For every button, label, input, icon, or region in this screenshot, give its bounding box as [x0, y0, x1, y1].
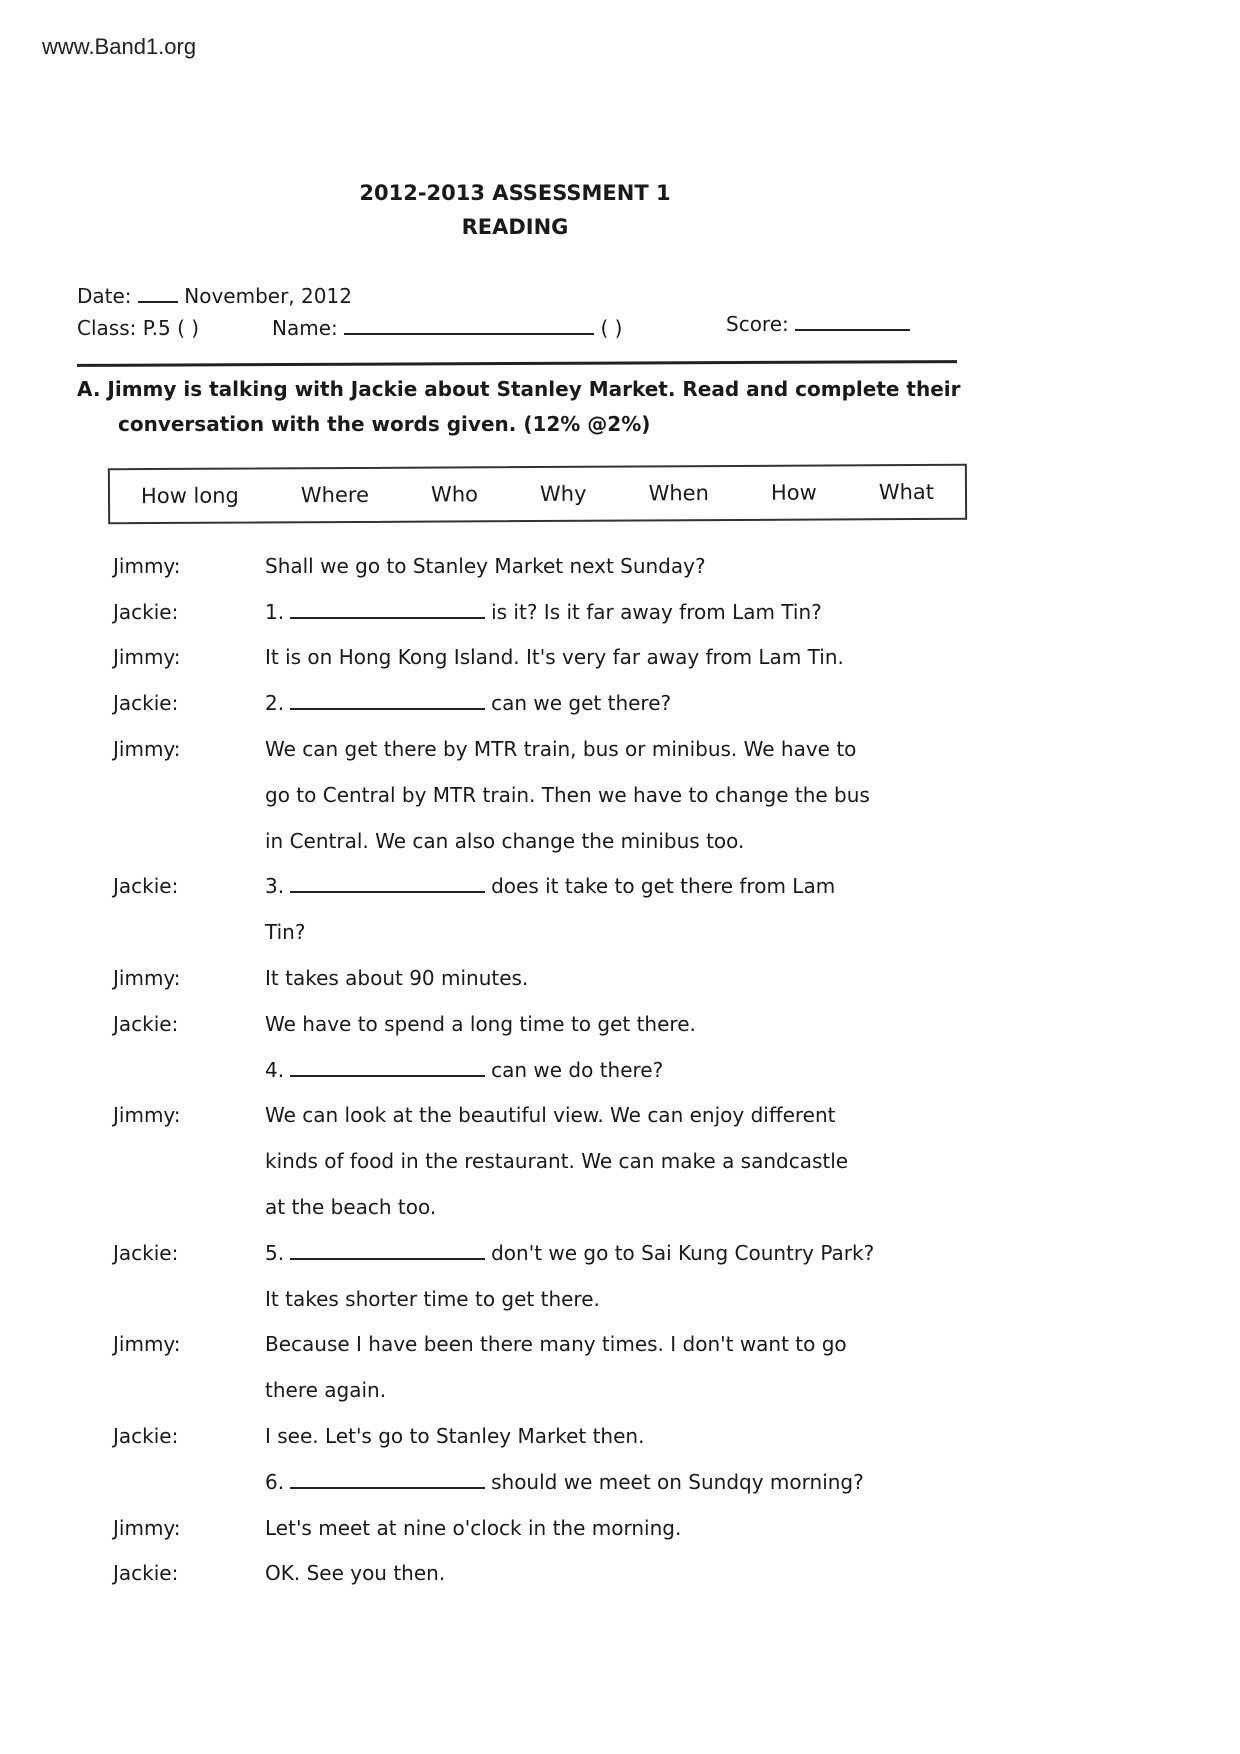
- instruction-line-2: conversation with the words given. (12% @2%): [118, 412, 651, 436]
- line-text-after: can we get there?: [491, 691, 672, 716]
- dialogue-line: [113, 1413, 953, 1459]
- line-text: in Central. We can also change the minibus too.: [265, 828, 745, 853]
- speaker-label: Jackie:: [113, 1561, 179, 1586]
- dialogue-line: [113, 1459, 953, 1505]
- word-bank: [108, 464, 967, 524]
- speaker-label: Jackie:: [113, 599, 179, 624]
- line-text-after: can we do there?: [491, 1057, 664, 1082]
- score-label: Score:: [726, 312, 789, 336]
- line-text: Because I have been there many times. I don't want to go: [265, 1332, 847, 1357]
- date-label: Date:: [77, 284, 132, 308]
- line-text: 4.: [265, 1057, 285, 1082]
- line-text: Shall we go to Stanley Market next Sunday?: [265, 553, 706, 578]
- answer-blank[interactable]: [290, 692, 485, 710]
- page-title: 2012-2013 ASSESSMENT 1: [359, 181, 671, 205]
- dialogue-line: [113, 818, 953, 864]
- page-subtitle: READING: [461, 215, 569, 239]
- line-text-after: is it? Is it far away from Lam Tin?: [491, 599, 822, 624]
- dialogue-text: [265, 1516, 953, 1540]
- class-label: Class: P.5 ( ): [77, 316, 200, 340]
- dialogue-line: [113, 1505, 953, 1551]
- speaker-label: Jimmy:: [113, 737, 181, 762]
- line-text: 5.: [265, 1240, 285, 1265]
- word-bank-item: Why: [539, 481, 587, 506]
- dialogue-text: [265, 783, 953, 807]
- dialogue-line: [113, 909, 953, 955]
- line-text-after: does it take to get there from Lam: [491, 874, 836, 899]
- line-text-after: don't we go to Sai Kung Country Park?: [491, 1240, 875, 1265]
- name-blank: [344, 315, 594, 335]
- answer-blank[interactable]: [290, 1242, 485, 1260]
- dialogue-line: [113, 1001, 953, 1047]
- line-text: I see. Let's go to Stanley Market then.: [265, 1424, 645, 1449]
- dialogue-text: [265, 1378, 953, 1402]
- dialogue-line: [113, 1322, 953, 1368]
- line-text: Tin?: [265, 920, 306, 945]
- word-bank-item: Who: [430, 482, 479, 507]
- dialogue-text: [265, 1287, 953, 1311]
- speaker-label: Jimmy:: [113, 645, 181, 670]
- word-bank-item: Where: [300, 482, 370, 508]
- dialogue-line: [113, 635, 953, 681]
- speaker-label: Jackie:: [113, 874, 179, 899]
- class-line: [77, 316, 199, 340]
- dialogue-line: [113, 589, 953, 635]
- name-line: [272, 315, 622, 340]
- dialogue-text: [265, 1561, 953, 1585]
- dialogue-line: [113, 1367, 953, 1413]
- dialogue-text: [265, 1332, 953, 1356]
- word-bank-item: What: [878, 479, 935, 505]
- speaker-label: Jimmy:: [113, 966, 181, 991]
- dialogue-text: [265, 1149, 953, 1173]
- dialogue-line: [113, 1093, 953, 1139]
- score-line: [726, 311, 910, 336]
- date-blank: [138, 283, 178, 303]
- line-text: at the beach too.: [265, 1195, 437, 1220]
- score-blank: [795, 311, 910, 331]
- dialogue-text: [265, 1424, 953, 1448]
- dialogue-line: [113, 1047, 953, 1093]
- line-text: kinds of food in the restaurant. We can make a sandcastle: [265, 1149, 849, 1174]
- dialogue-text: [265, 1012, 953, 1036]
- speaker-label: Jackie:: [113, 1011, 179, 1036]
- dialogue-text: [265, 1470, 953, 1494]
- answer-blank[interactable]: [290, 601, 485, 619]
- line-text: Let's meet at nine o'clock in the morning.: [265, 1515, 682, 1540]
- dialogue-text: [265, 600, 953, 624]
- instruction-line-1: A. Jimmy is talking with Jackie about Stanley Market. Read and complete their: [77, 377, 961, 401]
- dialogue-text: [265, 829, 953, 853]
- line-text: We can get there by MTR train, bus or minibus. We have to: [265, 737, 857, 762]
- answer-blank[interactable]: [290, 1471, 485, 1489]
- line-text: 3.: [265, 874, 285, 899]
- line-text: It is on Hong Kong Island. It's very far away from Lam Tin.: [265, 645, 844, 670]
- dialogue-text: [265, 645, 953, 669]
- speaker-label: Jackie:: [113, 1424, 179, 1449]
- line-text-after: should we meet on Sundqy morning?: [491, 1469, 864, 1494]
- date-value: November, 2012: [184, 284, 352, 308]
- dialogue-text: [265, 1241, 953, 1265]
- line-text: It takes about 90 minutes.: [265, 966, 529, 991]
- line-text: go to Central by MTR train. Then we have to change the bus: [265, 782, 870, 807]
- speaker-label: Jackie:: [113, 691, 179, 716]
- dialogue-line: [113, 1138, 953, 1184]
- name-label: Name:: [272, 316, 338, 340]
- line-text: 1.: [265, 599, 285, 624]
- dialogue-text: [265, 874, 953, 898]
- dialogue-text: [265, 966, 953, 990]
- line-text: 2.: [265, 691, 285, 716]
- line-text: 6.: [265, 1469, 285, 1494]
- answer-blank[interactable]: [290, 1059, 485, 1077]
- dialogue-line: [113, 1276, 953, 1322]
- dialogue-line: [113, 726, 953, 772]
- speaker-label: Jimmy:: [113, 1332, 181, 1357]
- speaker-label: Jimmy:: [113, 1515, 181, 1540]
- dialogue-text: [265, 1195, 953, 1219]
- speaker-label: Jimmy:: [113, 1103, 181, 1128]
- dialogue-text: [265, 1103, 953, 1127]
- dialogue-line: [113, 955, 953, 1001]
- conversation: [113, 543, 953, 1596]
- speaker-label: Jackie:: [113, 1240, 179, 1265]
- dialogue-line: [113, 772, 953, 818]
- date-line: [77, 283, 352, 308]
- line-text: there again.: [265, 1378, 387, 1403]
- watermark-url: www.Band1.org: [42, 34, 197, 59]
- dialogue-text: [265, 1058, 953, 1082]
- dialogue-line: [113, 680, 953, 726]
- dialogue-line: [113, 543, 953, 589]
- dialogue-text: [265, 737, 953, 761]
- word-bank-item: How long: [140, 483, 239, 509]
- word-bank-item: How: [770, 480, 817, 505]
- dialogue-text: [265, 554, 953, 578]
- dialogue-line: [113, 864, 953, 910]
- line-text: It takes shorter time to get there.: [265, 1286, 600, 1311]
- answer-blank[interactable]: [290, 875, 485, 893]
- divider: [77, 360, 957, 367]
- dialogue-line: [113, 1230, 953, 1276]
- line-text: We have to spend a long time to get there.: [265, 1011, 696, 1036]
- dialogue-line: [113, 1551, 953, 1597]
- speaker-label: Jimmy:: [113, 553, 181, 578]
- dialogue-text: [265, 691, 953, 715]
- dialogue-line: [113, 1184, 953, 1230]
- line-text: We can look at the beautiful view. We can enjoy different: [265, 1103, 836, 1128]
- word-bank-item: When: [648, 481, 709, 506]
- dialogue-text: [265, 920, 953, 944]
- class-number-paren: ( ): [600, 316, 623, 340]
- line-text: OK. See you then.: [265, 1561, 446, 1586]
